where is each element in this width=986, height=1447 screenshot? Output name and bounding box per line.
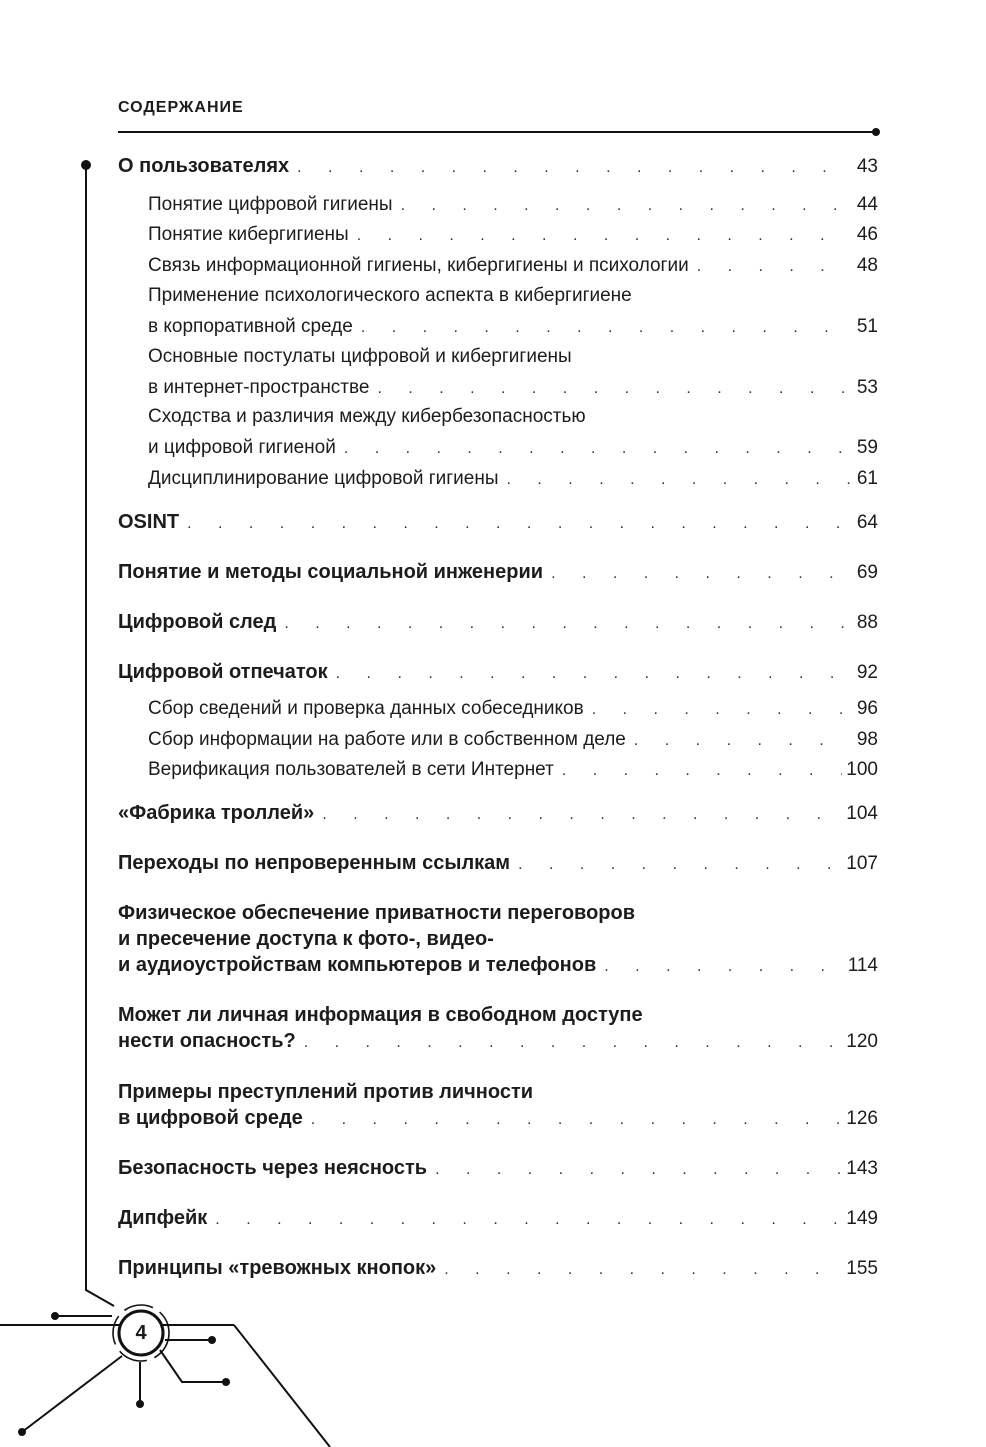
dot-leader [311,1107,843,1133]
dot-leader [604,954,843,980]
toc-title-line: Может ли личная информация в свободном доступе [118,1004,643,1026]
toc-page-number: 46 [856,224,878,245]
toc-title: Сбор сведений и проверка данных собеседников [148,698,584,719]
toc-page-number: 120 [846,1031,878,1052]
toc-title: Безопасность через неясность [118,1157,428,1179]
toc-subsection [148,251,878,283]
toc-page-number: 126 [846,1108,878,1129]
toc-page-number: 51 [856,315,878,337]
toc-section [118,1155,878,1183]
toc-title: нести опасность? [118,1030,296,1052]
toc-title: Сбор информации на работе или в собственном деле [148,729,626,750]
toc-title: и аудиоустройствам компьютеров и телефонов [118,954,597,976]
toc-subsection [148,342,878,404]
dot-leader [697,252,850,283]
toc-title-line: Применение психологического аспекта в кибергигиене [148,285,632,306]
dot-leader [401,191,850,222]
dot-leader [592,695,850,726]
toc-subsection [148,694,878,726]
dot-leader [507,465,850,496]
toc-page-number: 104 [846,803,878,824]
toc-title: О пользователях [118,155,290,177]
page-number: 4 [135,1322,147,1344]
dot-leader [377,374,850,405]
toc-section [118,1079,878,1133]
toc-page-number: 48 [856,255,878,276]
dot-leader [215,1207,842,1233]
toc-section [118,1255,878,1283]
dot-leader [444,1257,842,1283]
toc-title: Связь информационной гигиены, кибергигиены и психологии [148,255,689,276]
dot-leader [518,852,842,878]
toc-section [118,1002,878,1056]
dot-leader [435,1157,842,1183]
toc-title-line: Примеры преступлений против личности [118,1081,534,1103]
dot-leader [304,1030,843,1056]
toc-page-number: 92 [856,662,878,683]
toc-title: и цифровой гигиеной [148,436,336,458]
toc-page-number: 61 [856,468,878,489]
toc-title-line: Физическое обеспечение приватности переговоров [118,902,636,924]
toc-page-number: 96 [856,698,878,719]
dot-leader [336,661,850,687]
toc-subsection [148,190,878,222]
toc-section [118,659,878,687]
toc-subsection [148,281,878,343]
toc-title: Понятие цифровой гигиены [148,194,393,215]
toc-section [118,1205,878,1233]
toc-page-number: 44 [856,194,878,215]
toc-page-number: 114 [847,955,878,976]
dot-leader [361,313,850,344]
dot-leader [284,611,850,637]
toc-page-number: 64 [856,512,878,533]
toc-subsection [148,755,878,787]
contents-heading: СОДЕРЖАНИЕ [118,99,244,116]
toc-section [118,509,878,537]
toc-title: Понятие и методы социальной инженерии [118,561,544,583]
toc-title: OSINT [118,511,180,533]
toc-page-number: 155 [846,1258,878,1279]
toc-page-number: 59 [856,436,878,458]
dot-leader [357,221,850,252]
toc-title: Дипфейк [118,1207,208,1229]
toc-title: Цифровой отпечаток [118,661,328,683]
toc-title: Принципы «тревожных кнопок» [118,1257,437,1279]
toc-page-number: 143 [846,1158,878,1179]
dot-leader [562,756,842,787]
toc-subsection [148,725,878,757]
toc-title-line: и пресечение доступа к фото-, видео- [118,928,494,950]
toc-subsection [148,402,878,464]
dot-leader [344,434,850,465]
toc-title-line: Основные постулаты цифровой и кибергигиены [148,346,572,367]
toc-title: Переходы по непроверенным ссылкам [118,852,511,874]
toc-page-number: 98 [856,729,878,750]
toc-section [118,900,878,980]
toc-section [118,559,878,587]
toc-title: Дисциплинирование цифровой гигиены [148,468,499,489]
toc-page-number: 69 [856,562,878,583]
toc-section [118,609,878,637]
toc-subsection [148,220,878,252]
toc-page-number: 43 [856,156,878,177]
dot-leader [634,726,850,757]
toc-title-line: Сходства и различия между кибербезопасностью [148,406,586,427]
toc-title: Верификация пользователей в сети Интернет [148,759,554,780]
toc-title: в интернет-пространстве [148,376,370,398]
toc-title: в цифровой среде [118,1107,303,1129]
toc-page-number: 149 [846,1208,878,1229]
dot-leader [187,511,850,537]
toc-section [118,800,878,828]
toc-title: в корпоративной среде [148,315,353,337]
toc-page-number: 53 [856,376,878,398]
toc-section [118,850,878,878]
toc-title: Понятие кибергигиены [148,224,349,245]
dot-leader [322,802,842,828]
toc-section [118,153,878,181]
toc-page-number: 107 [846,853,878,874]
toc-page-number: 88 [856,612,878,633]
toc-page-number: 100 [846,759,878,780]
toc-title: «Фабрика троллей» [118,802,315,824]
dot-leader [297,155,850,181]
dot-leader [551,561,850,587]
toc-subsection [148,464,878,496]
toc-title: Цифровой след [118,611,277,633]
